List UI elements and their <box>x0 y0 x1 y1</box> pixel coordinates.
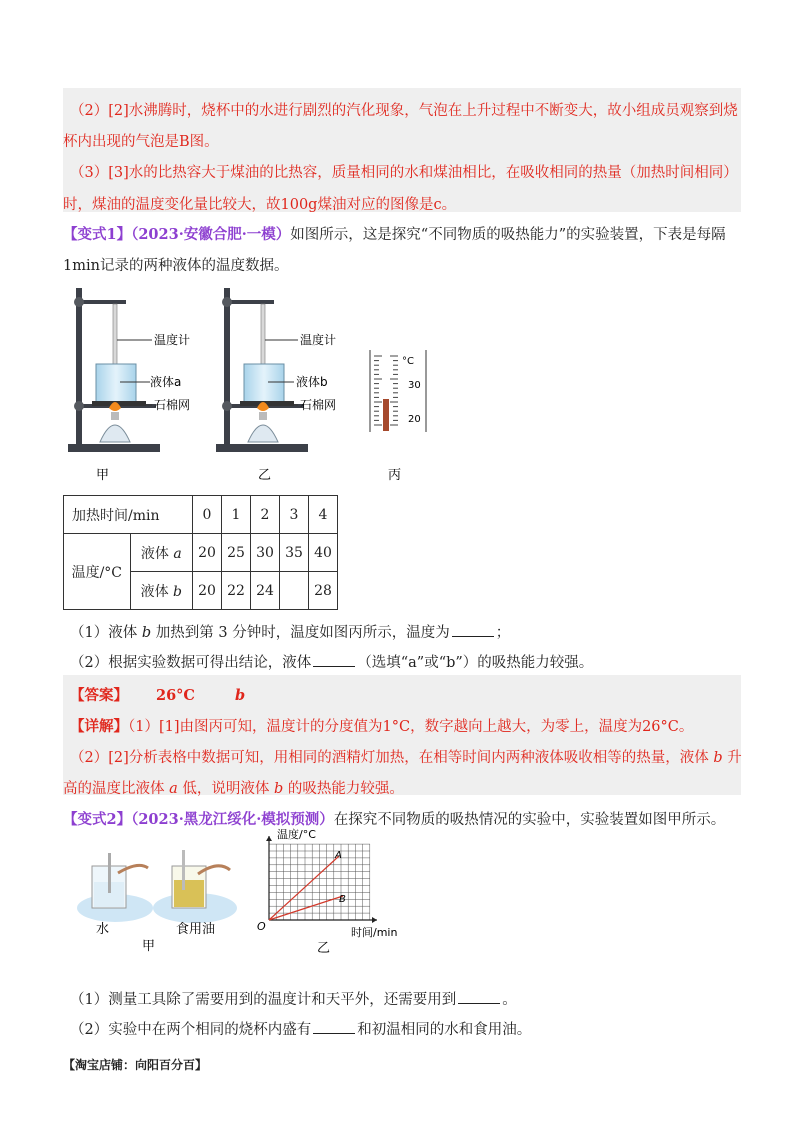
table-time-4: 4 <box>309 496 338 534</box>
graph-label-A: A <box>335 850 342 861</box>
temperature-data-table <box>63 495 338 610</box>
prev-detail-p2-line2: 杯内出现的气泡是B图。 <box>63 134 219 150</box>
iron-stand-a <box>68 288 160 452</box>
table-b-2: 24 <box>251 572 280 610</box>
prev-detail-p3-line2: 时，煤油的温度变化量比较大，故100g煤油对应的图像是c。 <box>63 197 457 213</box>
prev-detail-p3-line1: （3）[3]水的比热容大于煤油的比热容，质量相同的水和煤油相比，在吸收相同的热量（加热时间相同） <box>70 165 738 181</box>
variant1-stem-text: 如图所示，这是探究“不同物质的吸热能力”的实验装置，下表是每隔 <box>290 227 726 243</box>
table-b-3 <box>280 572 309 610</box>
table-time-0: 0 <box>193 496 222 534</box>
table-row-label-temp: 温度/°C <box>64 534 131 610</box>
table-time-3: 3 <box>280 496 309 534</box>
table-b-4: 28 <box>309 572 338 610</box>
caption-bing: 丙 <box>388 468 402 483</box>
caption-yi-2: 乙 <box>317 941 331 956</box>
graph-ylabel: 温度/°C <box>277 828 316 841</box>
variant2-question-1: （1）测量工具除了需要用到的温度计和天平外，还需要用到 。 <box>70 988 517 1009</box>
line-A <box>269 856 339 920</box>
table-b-0: 20 <box>193 572 222 610</box>
scale-20: 20 <box>408 414 421 425</box>
label-oil: 食用油 <box>176 922 216 937</box>
label-water: 水 <box>96 922 110 937</box>
scale-30: 30 <box>408 380 421 391</box>
table-a-1: 25 <box>222 534 251 572</box>
table-a-2: 30 <box>251 534 280 572</box>
answer-blank-2[interactable] <box>313 652 355 667</box>
variant2-temperature-time-graph <box>255 826 415 958</box>
variant1-detail-1: 【详解】（1）[1]由图丙可知，温度计的分度值为1°C，数字越向上越大，为零上，温度为26°C。 <box>70 718 694 735</box>
iron-stand-b <box>216 288 308 452</box>
caption-jia: 甲 <box>96 468 110 483</box>
variant2-question-2: （2）实验中在两个相同的烧杯内盛有 和初温相同的水和食用油。 <box>70 1018 531 1039</box>
variant1-stem-line2: 1min记录的两种液体的温度数据。 <box>63 258 289 274</box>
table-a-4: 40 <box>309 534 338 572</box>
answer-blank-4[interactable] <box>313 1019 355 1034</box>
scale-unit: °C <box>402 356 414 367</box>
caption-jia-2: 甲 <box>142 939 156 954</box>
table-header-time: 加热时间/min <box>64 496 193 534</box>
footer-shop-label: 【淘宝店铺：向阳百分百】 <box>63 1058 208 1072</box>
table-time-1: 1 <box>222 496 251 534</box>
table-a-0: 20 <box>193 534 222 572</box>
table-label-liquid-a: 液体 a <box>130 534 192 572</box>
table-a-3: 35 <box>280 534 309 572</box>
label-gauze-b: 石棉网 <box>300 398 337 412</box>
variant1-answer: 【答案】 26°C b <box>70 687 246 704</box>
answer-blank-3[interactable] <box>458 989 500 1004</box>
table-row <box>64 534 338 572</box>
table-b-1: 22 <box>222 572 251 610</box>
label-liquid-a: 液体a <box>150 375 182 389</box>
prev-detail-p2-line1: （2）[2]水沸腾时，烧杯中的水进行剧烈的汽化现象，气泡在上升过程中不断变大，故小组成员观察到烧 <box>70 103 738 119</box>
variant2-beaker-figure <box>70 848 250 958</box>
variant1-question-1: （1）液体 b 加热到第 3 分钟时，温度如图丙所示，温度为 ； <box>70 621 510 642</box>
variant1-detail-2-line1: （2）[2]分析表格中数据可知，用相同的酒精灯加热，在相等时间内两种液体吸收相等的热量，液体 b 升 <box>70 750 742 766</box>
label-thermometer-a: 温度计 <box>154 333 191 347</box>
label-gauze-a: 石棉网 <box>154 398 191 412</box>
variant1-apparatus-figure <box>60 284 440 489</box>
variant2-tag: 【变式2】（2023·黑龙江绥化·模拟预测） <box>63 811 334 828</box>
variant1-question-2: （2）根据实验数据可得出结论，液体 （选填“a”或“b”）的吸热能力较强。 <box>70 651 593 672</box>
variant1-stem-line1 <box>63 223 726 244</box>
graph-label-B: B <box>339 894 346 905</box>
variant1-tag: 【变式1】（2023·安徽合肥·一模） <box>63 226 291 243</box>
label-liquid-b: 液体b <box>296 375 328 389</box>
table-row <box>64 496 338 534</box>
table-label-liquid-b: 液体 b <box>130 572 192 610</box>
line-B <box>269 896 343 920</box>
variant1-detail-2-line2: 高的温度比液体 a 低，说明液体 b 的吸热能力较强。 <box>63 781 404 797</box>
variant2-stem: 【变式2】（2023·黑龙江绥化·模拟预测）在探究不同物质的吸热情况的实验中，实验装置如图甲所示。 <box>63 811 726 828</box>
graph-origin: O <box>257 920 266 933</box>
caption-yi: 乙 <box>258 468 272 483</box>
label-thermometer-b: 温度计 <box>300 333 337 347</box>
graph-xlabel: 时间/min <box>351 926 398 939</box>
answer-blank-1[interactable] <box>452 622 494 637</box>
table-time-2: 2 <box>251 496 280 534</box>
